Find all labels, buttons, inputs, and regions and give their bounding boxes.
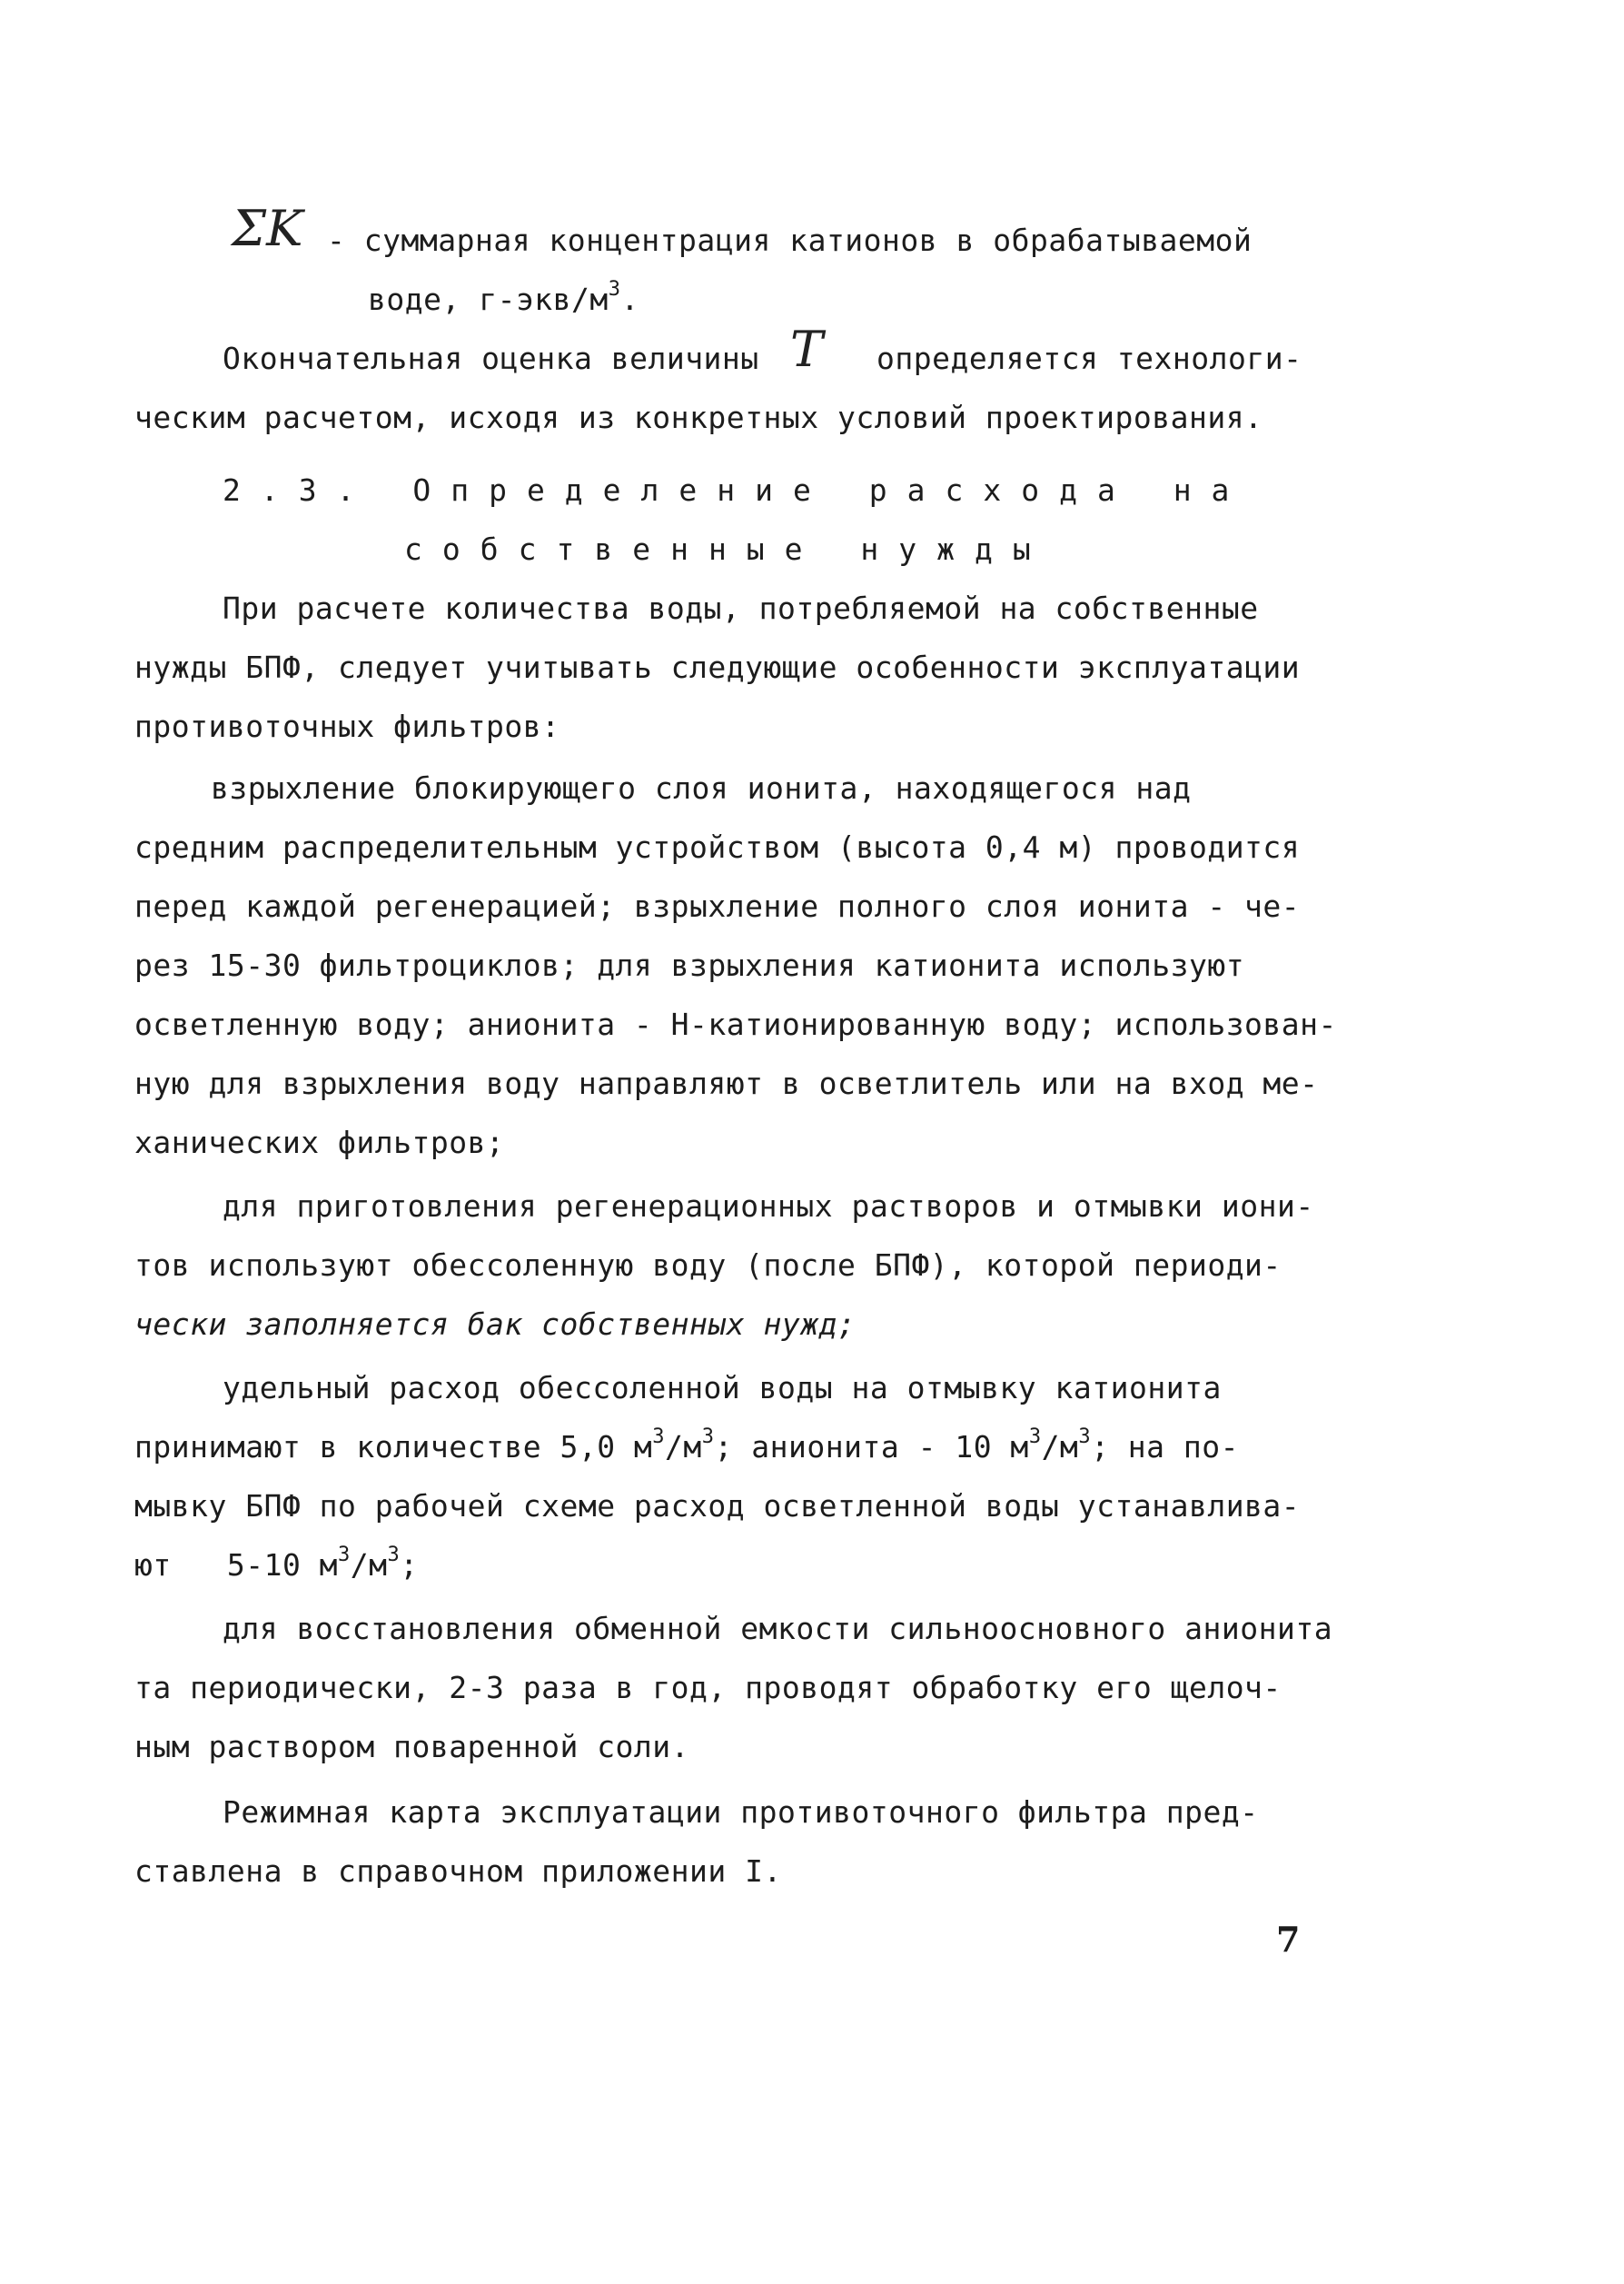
body-line: та периодически, 2-3 раза в год, проводят обработку его щелоч- (134, 1670, 1282, 1705)
text-span: /м (350, 1547, 388, 1583)
para-final-text-b: определяется технологи- (876, 341, 1302, 376)
section-heading-line-2: собственные нужды (404, 531, 1051, 567)
superscript-3: 3 (338, 1544, 351, 1566)
body-line: для приготовления регенерационных растворов и отмывки иони- (223, 1188, 1314, 1224)
body-line-with-units (134, 1425, 1240, 1465)
body-line: ханических фильтров; (134, 1125, 505, 1160)
body-line: При расчете количества воды, потребляемой на собственные (223, 591, 1259, 626)
definition-text-1: суммарная концентрация катионов в обрабатываемой (363, 223, 1253, 258)
definition-text-2: воде, г-экв/м (368, 282, 609, 317)
body-line: нужды БПФ, следует учитывать следующие особенности эксплуатации (134, 650, 1301, 685)
superscript-3: 3 (387, 1544, 401, 1566)
superscript-3: 3 (1028, 1425, 1042, 1448)
body-line: средним распределительным устройством (высота 0,4 м) проводится (134, 829, 1301, 865)
body-line: мывку БПФ по рабочей схеме расход осветленной воды устанавлива- (134, 1488, 1301, 1524)
definition-text-2-end: . (620, 282, 639, 317)
body-line: рез 15-30 фильтроциклов; для взрыхления катионита используют (134, 948, 1245, 983)
section-heading-line-1: 2.3. Определение расхода на (223, 472, 1250, 508)
body-line: тов используют обессоленную воду (после БПФ), которой периоди- (134, 1247, 1282, 1283)
body-line: перед каждой регенерацией; взрыхление полного слоя ионита - че- (134, 889, 1301, 924)
body-line-with-units (134, 1544, 419, 1584)
sum-k-symbol: ΣK (232, 200, 303, 257)
para-final-line-1b (876, 341, 1302, 377)
definition-line-2 (368, 278, 639, 318)
superscript-3: 3 (1078, 1425, 1092, 1448)
superscript-3: 3 (701, 1425, 715, 1448)
body-line: ным раствором поваренной соли. (134, 1729, 690, 1764)
body-line: противоточных фильтров: (134, 709, 560, 744)
body-line: осветленную воду; анионита - Н-катионированную воду; использован- (134, 1007, 1337, 1042)
superscript-3: 3 (608, 278, 621, 301)
text-span: /м (665, 1429, 702, 1465)
para-final-text-a: Окончательная оценка величины (223, 341, 759, 376)
body-line: ставлена в справочном приложении I. (134, 1853, 782, 1889)
text-span: принимают в количестве 5,0 м (134, 1429, 653, 1465)
para-final-line-1 (223, 341, 759, 377)
body-line: ную для взрыхления воду направляют в осветлитель или на вход ме- (134, 1066, 1319, 1101)
text-span: ; (400, 1547, 419, 1583)
superscript-3: 3 (652, 1425, 666, 1448)
body-line: Режимная карта эксплуатации противоточного фильтра пред- (223, 1794, 1259, 1830)
definition-dash: - (327, 223, 346, 258)
para-final-line-2: ческим расчетом, исходя из конкретных условий проектирования. (134, 400, 1263, 435)
text-span: ; на по- (1091, 1429, 1240, 1465)
body-line: для восстановления обменной емкости сильноосновного анионита (223, 1611, 1333, 1646)
text-span: ; анионита - 10 м (714, 1429, 1029, 1465)
text-span: /м (1041, 1429, 1079, 1465)
body-line: чески заполняется бак собственных нужд; (134, 1306, 857, 1342)
t-symbol: T (790, 321, 824, 378)
body-line: удельный расход обессоленной воды на отмывку катионита (223, 1370, 1222, 1405)
text-span: ют 5-10 м (134, 1547, 339, 1583)
body-line: взрыхление блокирующего слоя ионита, находящегося над (211, 770, 1192, 806)
page-number: 7 (1276, 1919, 1301, 1960)
definition-line-1 (327, 223, 1252, 259)
